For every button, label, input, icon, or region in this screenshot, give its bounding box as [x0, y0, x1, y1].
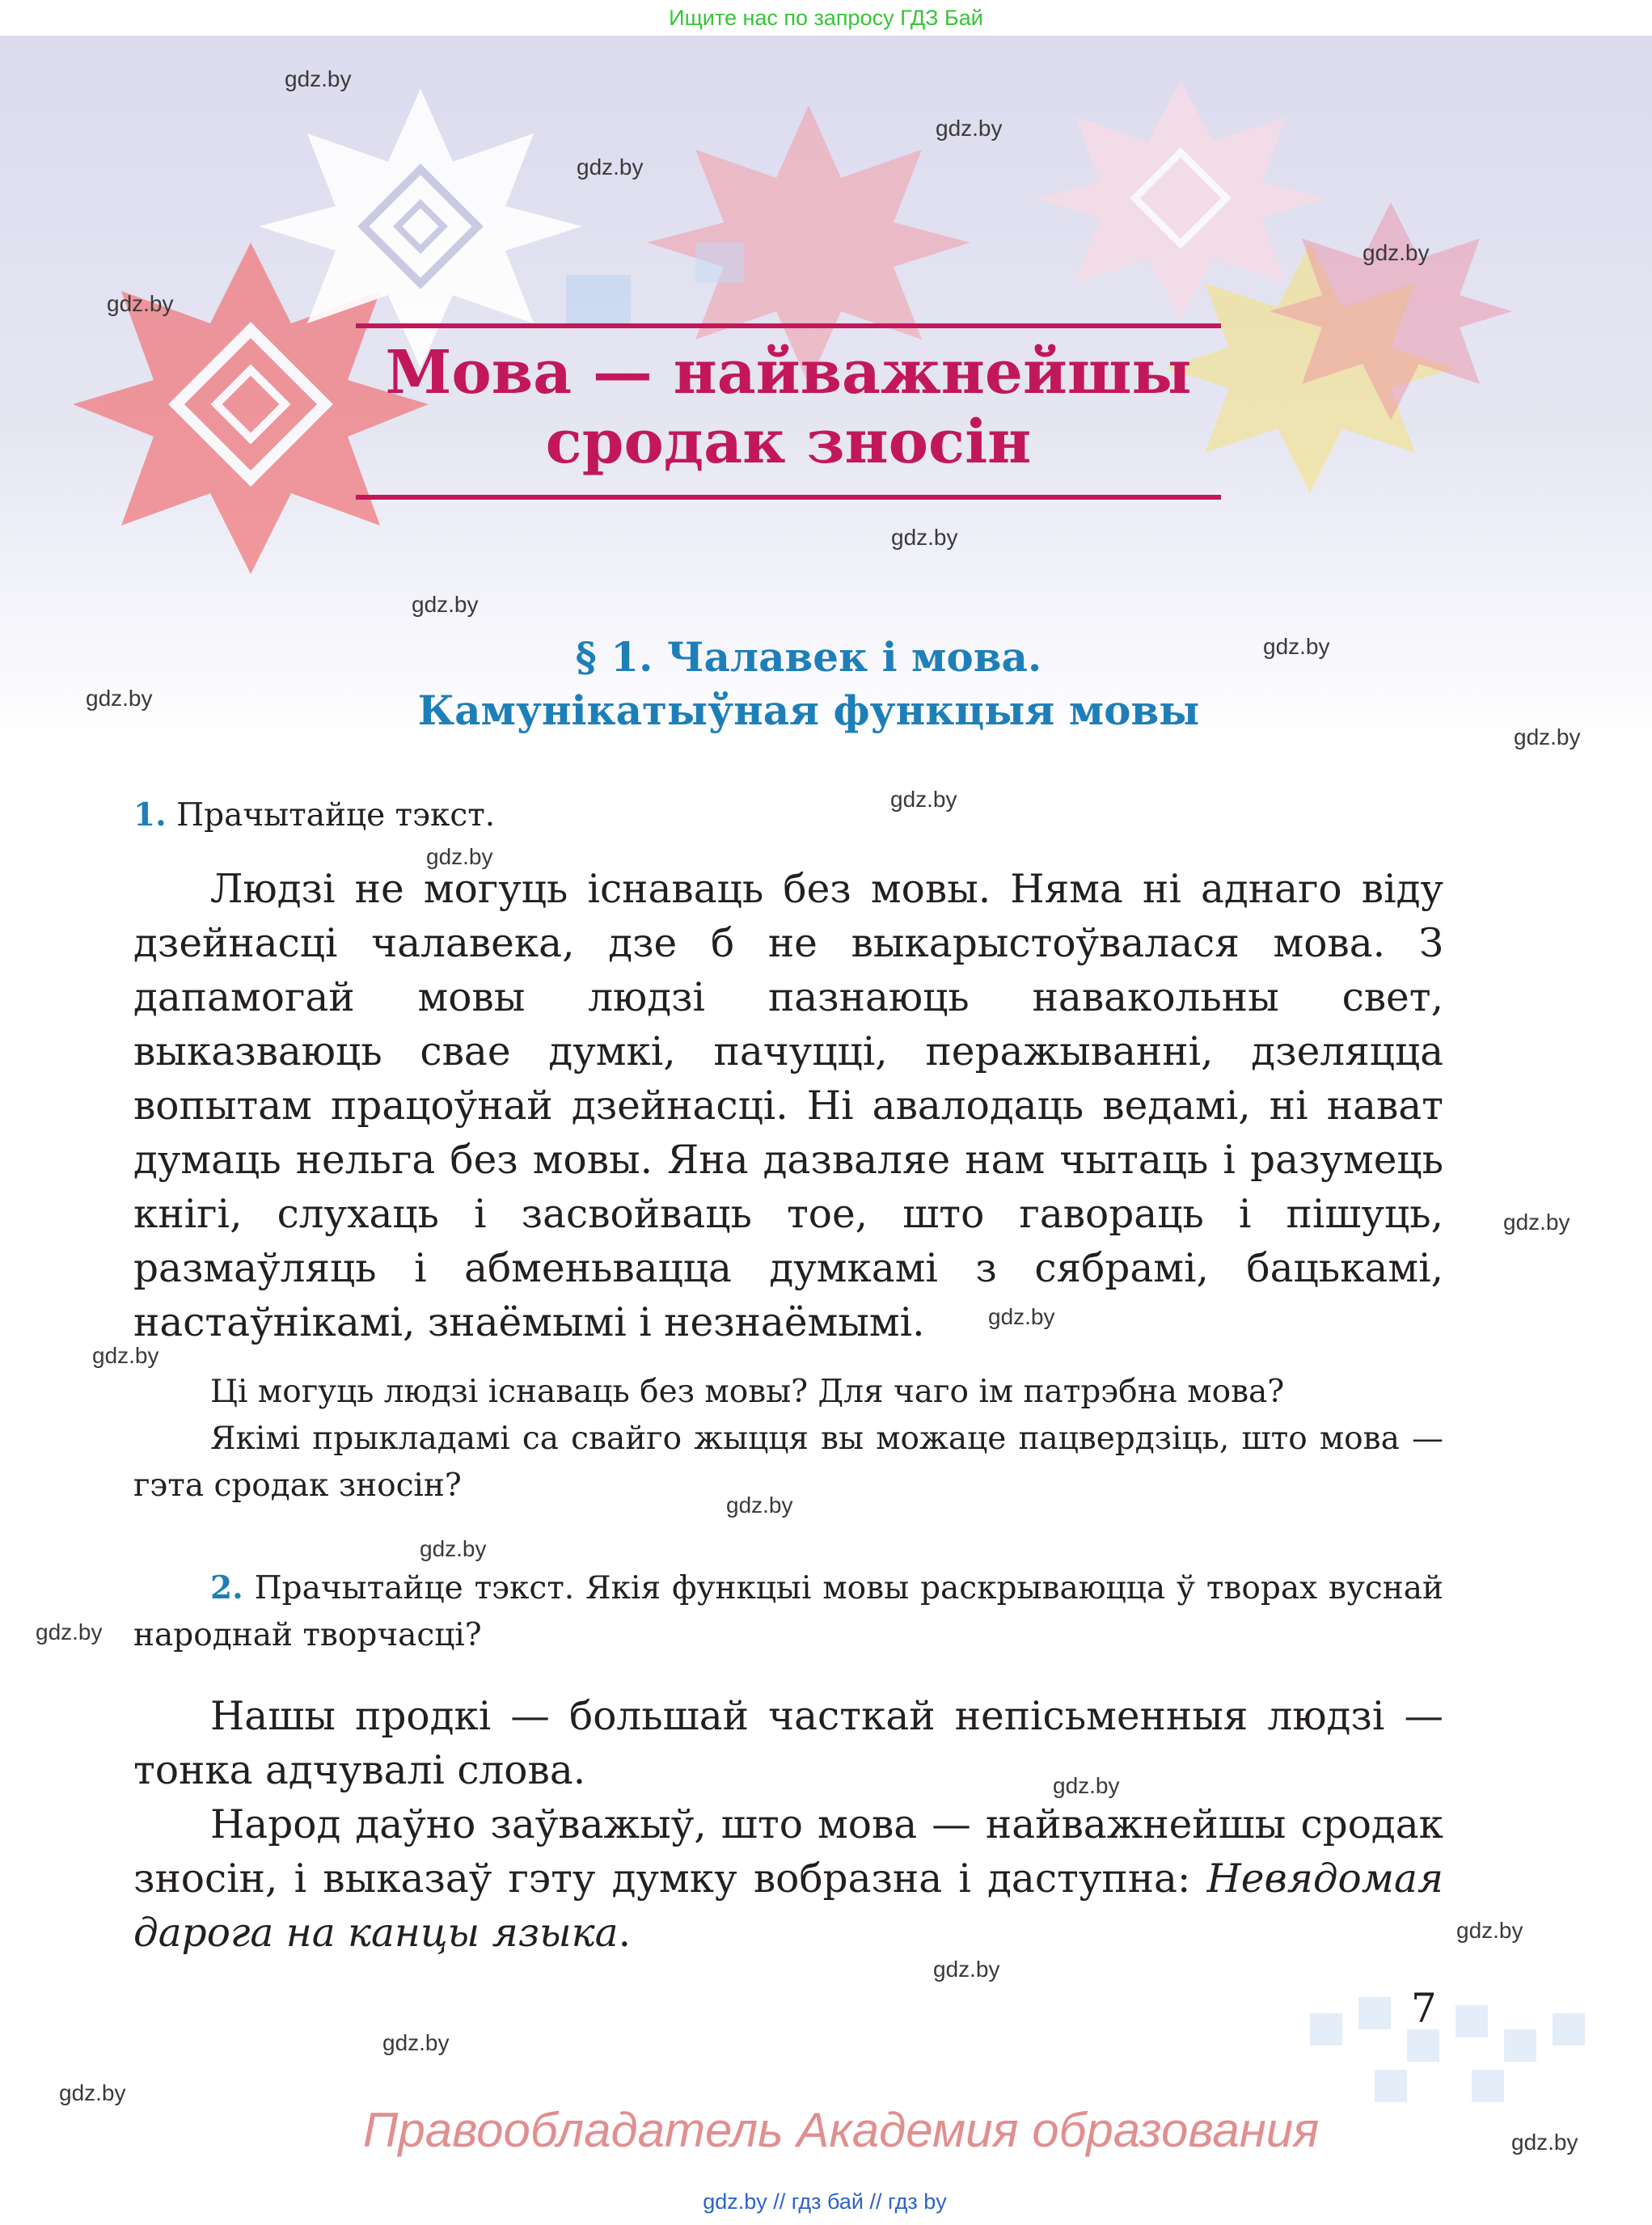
exercise-1-paragraph: Людзі не могуць існаваць без мовы. Няма ні аднаго віду дзейнасці чалавека, дзе б не выкарыстоўвалася мова. З дапамогай мовы людзі пазнаюць навакольны свет, выказваюць свае думкі, пачуцці, перажыванні, дзеляцца вопытам працоўнай дзейнасці. Ні авалодаць ведамі, ні нават думаць нельга без мовы. Яна дазваляе нам чытаць і разумець кнігі, слухаць і засвойваць тое, што гавораць і пішуць, размаўляць і абменьвацца думкамі з сябрамі, бацькамі, настаўнікамі, знаёмымі і незнаёмымі.: [133, 867, 1443, 1345]
watermark: gdz.by: [577, 154, 644, 179]
watermark: gdz.by: [382, 2030, 450, 2055]
title-bottom-rule: [356, 495, 1221, 500]
proverb-italic: Невядомая дарога на канцы языка: [133, 1856, 1443, 1956]
exercise-1-instruction: [133, 792, 1443, 839]
watermark: gdz.by: [890, 787, 957, 812]
pixel-decoration: [1456, 2005, 1488, 2037]
pixel-decoration: [1310, 2013, 1342, 2046]
watermark: gdz.by: [1514, 724, 1581, 749]
pixel-decoration: [1553, 2013, 1585, 2046]
exercise-1-question-2: Якімі прыкладамі са свайго жыцця вы можаце пацвердзіць, што мова — гэта сродак зносін?: [133, 1421, 1443, 1504]
pixel-decoration: [1472, 2070, 1504, 2102]
page-number: 7: [1411, 1985, 1437, 2032]
pixel-decoration: [1407, 2029, 1439, 2062]
exercise-2-text: [133, 1690, 1443, 1961]
footer-links[interactable]: gdz.by // гдз бай // гдз by: [703, 2189, 947, 2214]
watermark: gdz.by: [36, 1619, 103, 1644]
pixel-decoration: [1504, 2029, 1536, 2062]
exercise-2-paragraph-2-start: Народ даўно заўважыў, што мова — найважнейшы сродак зносін, і выказаў гэту думку вобразна і даступна:: [133, 1802, 1443, 1902]
watermark: gdz.by: [107, 291, 174, 316]
watermark: gdz.by: [59, 2080, 126, 2105]
title-top-rule: [356, 323, 1221, 328]
watermark: gdz.by: [988, 1304, 1055, 1329]
watermark: gdz.by: [891, 525, 958, 550]
exercise-2-instruction: [133, 1564, 1443, 1659]
chapter-title-block: [356, 323, 1221, 501]
exercise-2-paragraph-2: [133, 1798, 1443, 1961]
section-title: [243, 631, 1375, 737]
chapter-title-line1: Мова — найважнейшы: [385, 338, 1192, 407]
section-title-line1: § 1. Чалавек і мова.: [575, 633, 1042, 681]
copyright-notice: Правообладатель Академия образования: [362, 2103, 1320, 2157]
exercise-1-questions: [133, 1369, 1443, 1509]
watermark: gdz.by: [426, 844, 493, 869]
exercise-1-question-1: Ці могуць людзі існаваць без мовы? Для чаго ім патрэбна мова?: [210, 1374, 1285, 1410]
watermark: gdz.by: [420, 1536, 487, 1561]
chapter-title: [356, 338, 1221, 477]
watermark: gdz.by: [933, 1957, 1000, 1982]
watermark: gdz.by: [1263, 634, 1330, 659]
watermark: gdz.by: [1053, 1773, 1120, 1798]
watermark: gdz.by: [1456, 1918, 1523, 1943]
chapter-title-line2: сродак зносін: [545, 407, 1032, 477]
watermark: gdz.by: [1511, 2130, 1578, 2155]
exercise-2-paragraph-1: Нашы продкі — большай часткай непісьменныя людзі — тонка адчувалі слова.: [133, 1694, 1443, 1793]
exercise-2-number: 2.: [210, 1569, 243, 1606]
watermark: gdz.by: [412, 592, 479, 617]
pixel-decoration: [1375, 2070, 1407, 2102]
watermark: gdz.by: [726, 1492, 793, 1518]
watermark: gdz.by: [86, 686, 153, 711]
section-title-line2: Камунікатыўная функцыя мовы: [417, 686, 1200, 734]
watermark: gdz.by: [285, 66, 352, 91]
top-banner[interactable]: Ищите нас по запросу ГДЗ Бай: [0, 0, 1652, 36]
watermark: gdz.by: [1503, 1210, 1570, 1235]
exercise-2-paragraph-2-end: .: [618, 1910, 631, 1956]
watermark: gdz.by: [92, 1343, 159, 1368]
exercise-2-instruction-text: Прачытайце тэкст. Якія функцыі мовы раскрываюцца ў творах вуснай народнай творчасці?: [133, 1570, 1443, 1653]
exercise-1-instruction-text: Прачытайце тэкст.: [176, 797, 496, 834]
pixel-decoration: [1358, 1997, 1391, 2029]
watermark: gdz.by: [936, 116, 1003, 141]
exercise-1-number: 1.: [133, 796, 167, 834]
exercise-1-text: [133, 863, 1443, 1350]
watermark: gdz.by: [1363, 240, 1430, 265]
